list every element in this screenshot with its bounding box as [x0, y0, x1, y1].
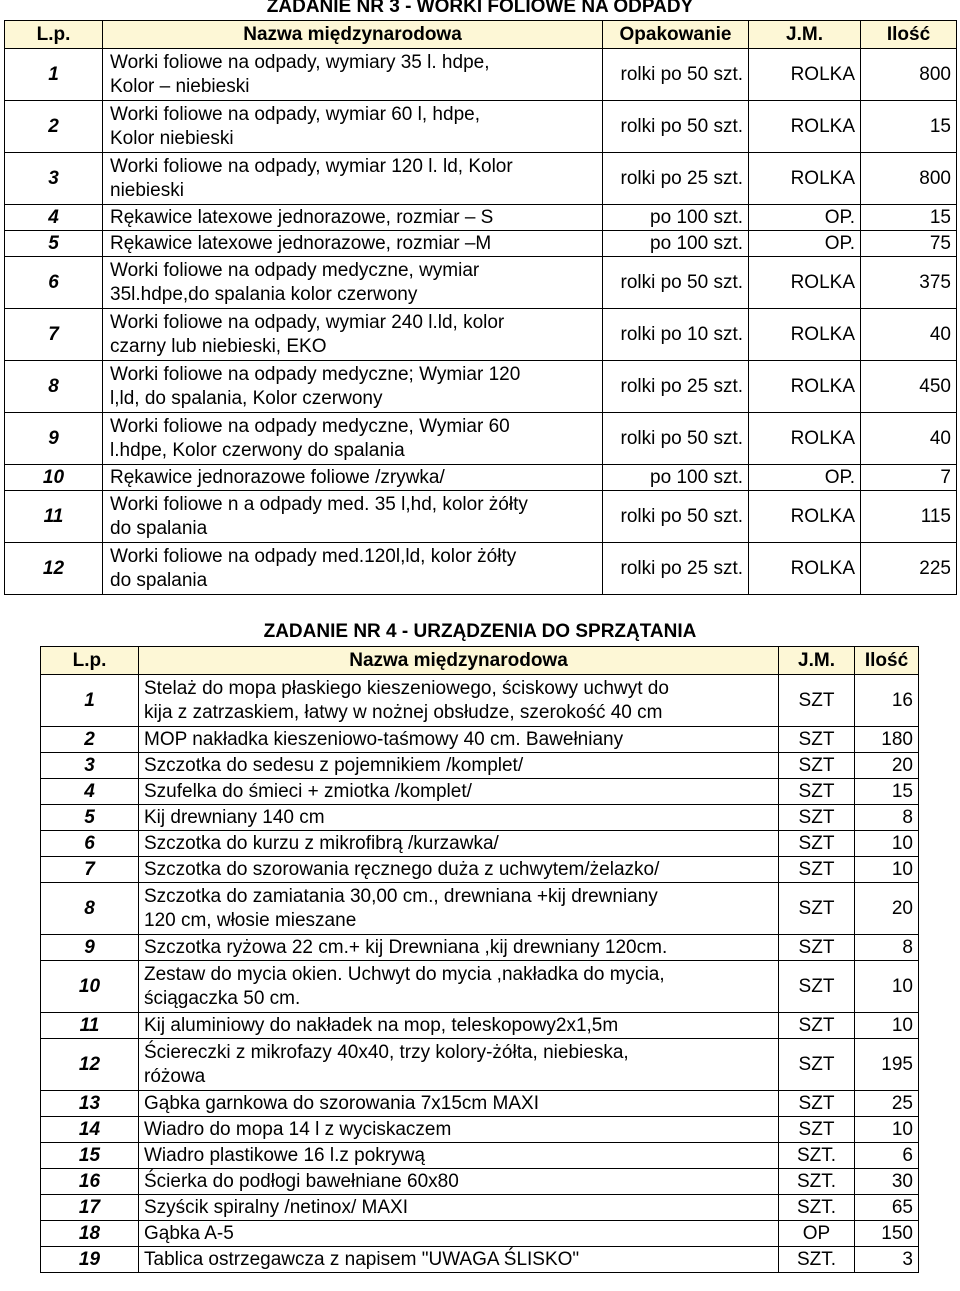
header-unit: J.M. [779, 647, 855, 675]
item-name-line: Szczotka do zamiatania 30,00 cm., drewniana +kij drewniany [144, 885, 658, 907]
table-row [41, 857, 919, 883]
item-name [139, 727, 779, 753]
item-name [139, 675, 779, 727]
header-quantity: Ilość [855, 647, 919, 675]
quantity: 6 [855, 1143, 919, 1169]
quantity: 10 [855, 831, 919, 857]
unit: ROLKA [749, 49, 861, 101]
table-row [41, 883, 919, 935]
row-number: 2 [5, 101, 103, 153]
packaging: rolki po 25 szt. [603, 361, 749, 413]
table-row [41, 1091, 919, 1117]
item-name-line: l,ld, do spalania, Kolor czerwony [110, 387, 383, 409]
item-name [139, 857, 779, 883]
table-row [41, 1221, 919, 1247]
quantity: 15 [861, 101, 957, 153]
row-number: 18 [41, 1221, 139, 1247]
quantity: 225 [861, 543, 957, 595]
item-name [139, 1195, 779, 1221]
item-name-line: czarny lub niebieski, EKO [110, 335, 327, 357]
item-name-line: Ścierka do podłogi bawełniane 60x80 [144, 1170, 459, 1192]
item-name [139, 1039, 779, 1091]
header-name: Nazwa międzynarodowa [139, 647, 779, 675]
item-name-line: Szczotka do szorowania ręcznego duża z uchwytem/żelazko/ [144, 858, 660, 880]
row-number: 19 [41, 1247, 139, 1273]
item-name [103, 101, 603, 153]
table-row [41, 779, 919, 805]
unit: SZT [779, 961, 855, 1013]
item-name [139, 883, 779, 935]
item-name-line: Rękawice latexowe jednorazowe, rozmiar – S [110, 206, 494, 228]
unit: SZT [779, 753, 855, 779]
section-title-task-3: ZADANIE NR 3 - WORKI FOLIOWE NA ODPADY [266, 0, 694, 17]
item-name [139, 805, 779, 831]
item-name-line: Szczotka do kurzu z mikrofibrą /kurzawka/ [144, 832, 499, 854]
table-header-row [5, 21, 957, 49]
unit: ROLKA [749, 361, 861, 413]
table-row [5, 231, 957, 257]
item-name-line: Worki foliowe na odpady medyczne; Wymiar 120 [110, 363, 521, 385]
quantity: 450 [861, 361, 957, 413]
item-name-line: Tablica ostrzegawcza z napisem "UWAGA ŚLISKO" [144, 1248, 580, 1270]
packaging: rolki po 25 szt. [603, 543, 749, 595]
item-name-line: Szczotka do sedesu z pojemnikiem /komplet/ [144, 754, 524, 776]
row-number: 9 [41, 935, 139, 961]
item-name-line: Rękawice latexowe jednorazowe, rozmiar –M [110, 232, 492, 254]
quantity: 30 [855, 1169, 919, 1195]
header-unit: J.M. [749, 21, 861, 49]
quantity: 115 [861, 491, 957, 543]
item-name-line: niebieski [110, 179, 184, 201]
item-name [103, 205, 603, 231]
item-name [103, 465, 603, 491]
item-name [139, 935, 779, 961]
item-name-line: Worki foliowe na odpady medyczne, Wymiar 60 [110, 415, 510, 437]
quantity: 8 [855, 805, 919, 831]
quantity: 40 [861, 413, 957, 465]
row-number: 4 [5, 205, 103, 231]
unit: SZT [779, 1039, 855, 1091]
quantity: 25 [855, 1091, 919, 1117]
item-name-line: 35l.hdpe,do spalania kolor czerwony [110, 283, 418, 305]
packaging: rolki po 50 szt. [603, 413, 749, 465]
table-row [5, 205, 957, 231]
row-number: 8 [41, 883, 139, 935]
unit: ROLKA [749, 543, 861, 595]
row-number: 16 [41, 1169, 139, 1195]
quantity: 10 [855, 1117, 919, 1143]
packaging: rolki po 10 szt. [603, 309, 749, 361]
item-name-line: Zestaw do mycia okien. Uchwyt do mycia ,nakładka do mycia, [144, 963, 665, 985]
row-number: 14 [41, 1117, 139, 1143]
table-row [41, 961, 919, 1013]
unit: ROLKA [749, 309, 861, 361]
unit: OP. [749, 231, 861, 257]
table-header-row [41, 647, 919, 675]
row-number: 1 [5, 49, 103, 101]
quantity: 15 [855, 779, 919, 805]
row-number: 11 [41, 1013, 139, 1039]
row-number: 10 [41, 961, 139, 1013]
item-name-line: Szyścik spiralny /netinox/ MAXI [144, 1196, 408, 1218]
item-name [103, 543, 603, 595]
table-row [5, 413, 957, 465]
item-name [103, 309, 603, 361]
row-number: 13 [41, 1091, 139, 1117]
item-name [139, 1169, 779, 1195]
item-name-line: l.hdpe, Kolor czerwony do spalania [110, 439, 405, 461]
table-row [41, 1195, 919, 1221]
unit: SZT [779, 935, 855, 961]
table-row [5, 491, 957, 543]
packaging: po 100 szt. [603, 205, 749, 231]
table-row [41, 1143, 919, 1169]
row-number: 15 [41, 1143, 139, 1169]
row-number: 5 [41, 805, 139, 831]
unit: ROLKA [749, 413, 861, 465]
header-name: Nazwa międzynarodowa [103, 21, 603, 49]
unit: SZT [779, 805, 855, 831]
cleaning-equipment-table [40, 646, 919, 1273]
item-name-line: Szczotka ryżowa 22 cm.+ kij Drewniana ,kij drewniany 120cm. [144, 936, 668, 958]
item-name-line: Worki foliowe na odpady, wymiar 120 l. ld, Kolor [110, 155, 513, 177]
table-row [41, 753, 919, 779]
row-number: 17 [41, 1195, 139, 1221]
unit: SZT. [779, 1143, 855, 1169]
item-name [139, 1013, 779, 1039]
row-number: 9 [5, 413, 103, 465]
quantity: 8 [855, 935, 919, 961]
unit: SZT [779, 675, 855, 727]
item-name-line: Wiadro do mopa 14 l z wyciskaczem [144, 1118, 452, 1140]
item-name-line: kija z zatrzaskiem, łatwy w nożnej obsłudze, szerokość 40 cm [144, 701, 663, 723]
unit: SZT [779, 1117, 855, 1143]
quantity: 800 [861, 49, 957, 101]
quantity: 20 [855, 883, 919, 935]
item-name-line: Worki foliowe na odpady, wymiar 60 l, hdpe, [110, 103, 480, 125]
packaging: rolki po 25 szt. [603, 153, 749, 205]
packaging: rolki po 50 szt. [603, 49, 749, 101]
unit: SZT. [779, 1169, 855, 1195]
table-row [5, 543, 957, 595]
item-name-line: do spalania [110, 569, 208, 591]
item-name-line: Szufelka do śmieci + zmiotka /komplet/ [144, 780, 472, 802]
item-name-line: Kij drewniany 140 cm [144, 806, 325, 828]
unit: ROLKA [749, 491, 861, 543]
item-name [139, 831, 779, 857]
row-number: 7 [41, 857, 139, 883]
table-row [41, 675, 919, 727]
section-title-task-4: ZADANIE NR 4 - URZĄDZENIA DO SPRZĄTANIA [263, 621, 697, 642]
item-name [103, 257, 603, 309]
item-name [139, 1091, 779, 1117]
quantity: 375 [861, 257, 957, 309]
item-name-line: MOP nakładka kieszeniowo-taśmowy 40 cm. Bawełniany [144, 728, 624, 750]
item-name [139, 1247, 779, 1273]
item-name-line: Worki foliowe n a odpady med. 35 l,hd, kolor żółty [110, 493, 528, 515]
table-row [41, 1013, 919, 1039]
item-name-line: Worki foliowe na odpady medyczne, wymiar [110, 259, 480, 281]
unit: SZT [779, 883, 855, 935]
row-number: 11 [5, 491, 103, 543]
header-lp: L.p. [5, 21, 103, 49]
unit: ROLKA [749, 257, 861, 309]
table-row [41, 831, 919, 857]
item-name [139, 1117, 779, 1143]
item-name [139, 753, 779, 779]
item-name [103, 153, 603, 205]
packaging: rolki po 50 szt. [603, 101, 749, 153]
quantity: 800 [861, 153, 957, 205]
item-name [139, 779, 779, 805]
quantity: 65 [855, 1195, 919, 1221]
row-number: 3 [41, 753, 139, 779]
item-name-line: Ściereczki z mikrofazy 40x40, trzy kolory-żółta, niebieska, [144, 1041, 629, 1063]
packaging: rolki po 50 szt. [603, 491, 749, 543]
item-name-line: Kolor – niebieski [110, 75, 250, 97]
item-name-line: 120 cm, włosie mieszane [144, 909, 357, 931]
item-name-line: Gąbka garnkowa do szorowania 7x15cm MAXI [144, 1092, 539, 1114]
packaging: rolki po 50 szt. [603, 257, 749, 309]
unit: ROLKA [749, 101, 861, 153]
table-row [41, 1169, 919, 1195]
row-number: 8 [5, 361, 103, 413]
row-number: 12 [5, 543, 103, 595]
item-name-line: różowa [144, 1065, 206, 1087]
item-name-line: ściągaczka 50 cm. [144, 987, 301, 1009]
table-row [41, 727, 919, 753]
row-number: 2 [41, 727, 139, 753]
unit: SZT. [779, 1247, 855, 1273]
unit: OP. [749, 205, 861, 231]
quantity: 15 [861, 205, 957, 231]
item-name-line: Rękawice jednorazowe foliowe /zrywka/ [110, 466, 445, 488]
packaging: po 100 szt. [603, 465, 749, 491]
item-name [103, 413, 603, 465]
row-number: 3 [5, 153, 103, 205]
unit: SZT [779, 1013, 855, 1039]
table-row [41, 805, 919, 831]
packaging: po 100 szt. [603, 231, 749, 257]
item-name [103, 49, 603, 101]
row-number: 5 [5, 231, 103, 257]
unit: SZT [779, 779, 855, 805]
row-number: 4 [41, 779, 139, 805]
quantity: 195 [855, 1039, 919, 1091]
header-lp: L.p. [41, 647, 139, 675]
table-row [5, 465, 957, 491]
table-row [5, 49, 957, 101]
quantity: 150 [855, 1221, 919, 1247]
item-name-line: do spalania [110, 517, 208, 539]
item-name [139, 1143, 779, 1169]
row-number: 7 [5, 309, 103, 361]
quantity: 16 [855, 675, 919, 727]
quantity: 3 [855, 1247, 919, 1273]
unit: ROLKA [749, 153, 861, 205]
item-name [103, 361, 603, 413]
table-row [5, 101, 957, 153]
quantity: 7 [861, 465, 957, 491]
table-row [41, 1117, 919, 1143]
table-row [5, 309, 957, 361]
item-name-line: Kolor niebieski [110, 127, 234, 149]
item-name [139, 961, 779, 1013]
row-number: 6 [41, 831, 139, 857]
quantity: 10 [855, 1013, 919, 1039]
unit: SZT [779, 831, 855, 857]
table-row [41, 1039, 919, 1091]
item-name-line: Wiadro plastikowe 16 l.z pokrywą [144, 1144, 425, 1166]
row-number: 6 [5, 257, 103, 309]
row-number: 10 [5, 465, 103, 491]
table-row [41, 1247, 919, 1273]
unit: SZT. [779, 1195, 855, 1221]
unit: SZT [779, 727, 855, 753]
header-quantity: Ilość [861, 21, 957, 49]
table-row [5, 153, 957, 205]
quantity: 75 [861, 231, 957, 257]
item-name-line: Worki foliowe na odpady med.120l,ld, kolor żółty [110, 545, 517, 567]
table-row [41, 935, 919, 961]
unit: OP. [749, 465, 861, 491]
quantity: 180 [855, 727, 919, 753]
header-packaging: Opakowanie [603, 21, 749, 49]
item-name-line: Worki foliowe na odpady, wymiary 35 l. hdpe, [110, 51, 490, 73]
item-name [103, 231, 603, 257]
row-number: 1 [41, 675, 139, 727]
quantity: 10 [855, 961, 919, 1013]
unit: SZT [779, 1091, 855, 1117]
quantity: 40 [861, 309, 957, 361]
unit: OP [779, 1221, 855, 1247]
item-name [139, 1221, 779, 1247]
item-name-line: Gąbka A-5 [144, 1222, 234, 1244]
item-name-line: Kij aluminiowy do nakładek na mop, teleskopowy2x1,5m [144, 1014, 619, 1036]
item-name-line: Stelaż do mopa płaskiego kieszeniowego, ściskowy uchwyt do [144, 677, 669, 699]
table-row [5, 361, 957, 413]
item-name-line: Worki foliowe na odpady, wymiar 240 l.ld, kolor [110, 311, 505, 333]
quantity: 10 [855, 857, 919, 883]
unit: SZT [779, 857, 855, 883]
table-row [5, 257, 957, 309]
quantity: 20 [855, 753, 919, 779]
row-number: 12 [41, 1039, 139, 1091]
waste-bags-table [4, 20, 957, 595]
item-name [103, 491, 603, 543]
